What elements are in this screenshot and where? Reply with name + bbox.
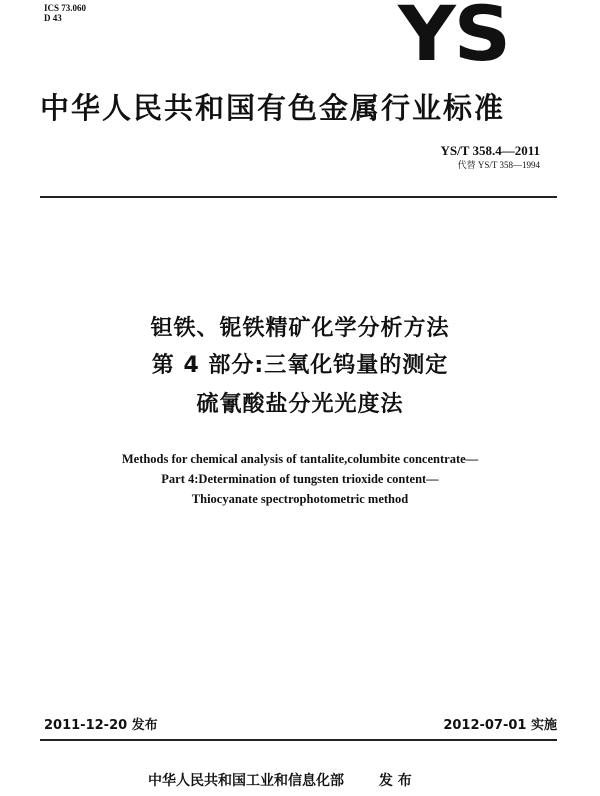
publisher-row xyxy=(148,772,508,790)
top-divider xyxy=(40,196,557,198)
title-cn-line-3: 硫氰酸盐分光光度法 xyxy=(196,392,404,417)
ics-code: ICS 73.060 xyxy=(44,3,87,13)
title-en-line-1: Methods for chemical analysis of tantalite,columbite concentrate— xyxy=(121,452,479,466)
issue-date: 2011-12-20 发布 xyxy=(44,718,158,733)
title-cn-line-2: 第 4 部分:三氧化钨量的测定 xyxy=(151,353,449,378)
publisher-action: 发 布 xyxy=(378,773,412,789)
replaces-standard: 代替 YS/T 358—1994 xyxy=(457,160,540,170)
title-cn-line-1: 钽铁、铌铁精矿化学分析方法 xyxy=(150,316,450,341)
ccs-code: D 43 xyxy=(44,13,62,23)
standard-category: 中华人民共和国有色金属行业标准 xyxy=(40,91,506,125)
implementation-date: 2012-07-01 实施 xyxy=(443,718,557,733)
bottom-divider xyxy=(40,739,557,741)
ys-logo: YS xyxy=(398,0,510,78)
publisher-name: 中华人民共和国工业和信息化部 xyxy=(148,773,344,789)
title-en-line-3: Thiocyanate spectrophotometric method xyxy=(191,492,409,506)
title-en-line-2: Part 4:Determination of tungsten trioxide content— xyxy=(161,472,439,486)
standard-number: YS/T 358.4—2011 xyxy=(440,143,540,158)
